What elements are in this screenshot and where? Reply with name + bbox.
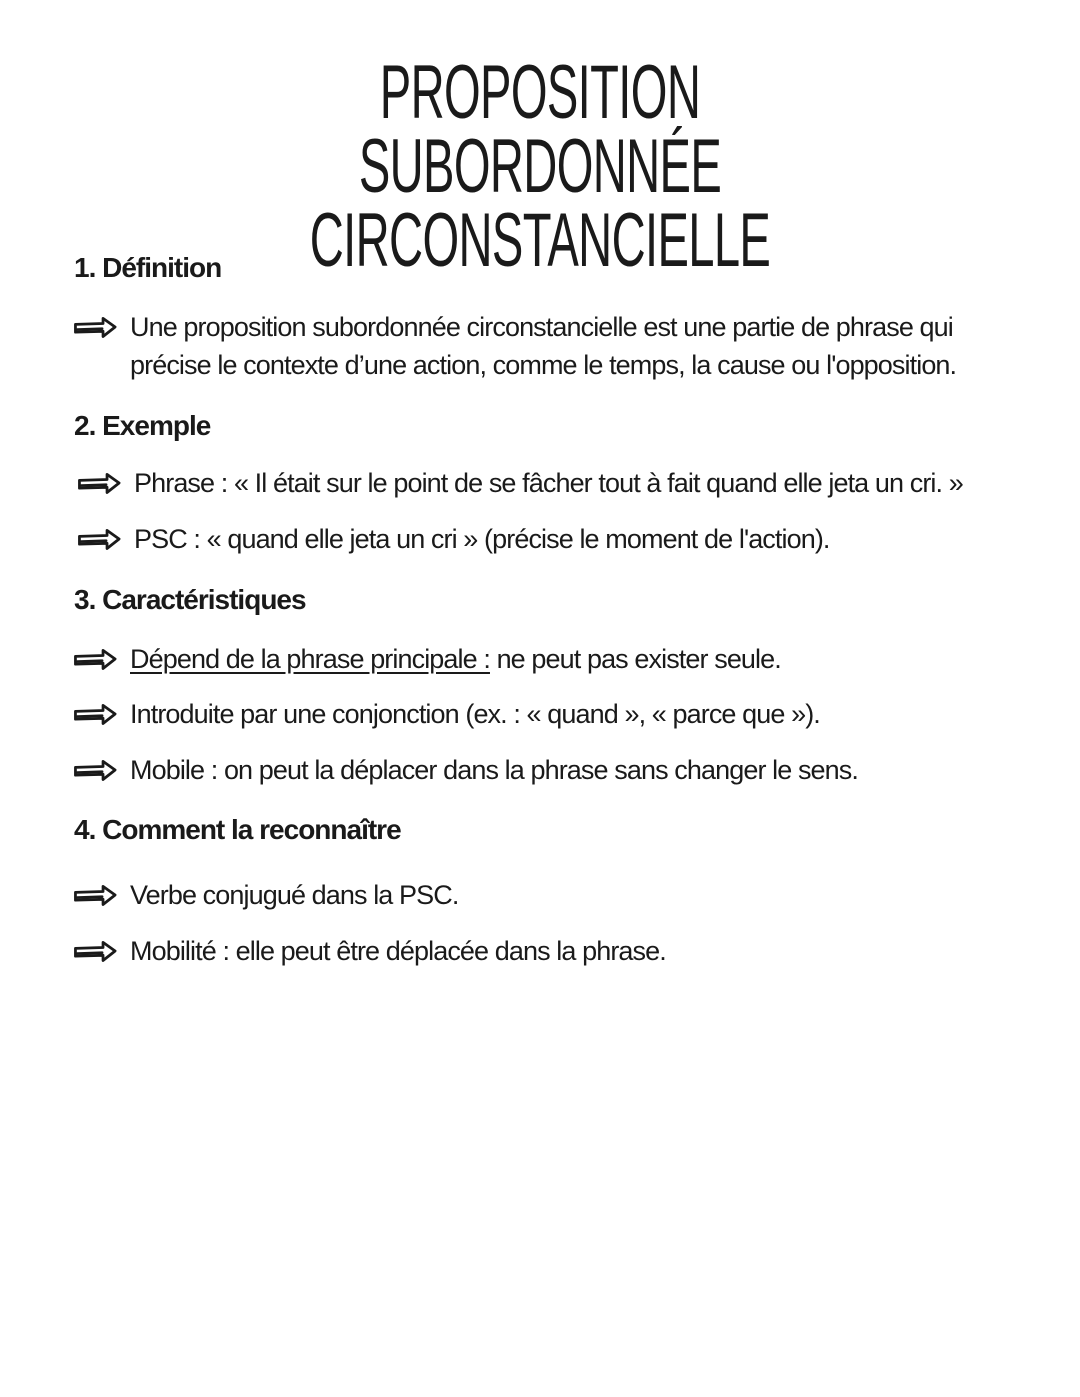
reconnaitre-verbe-text: Verbe conjugué dans la PSC. [130,880,459,910]
definition-item [72,308,1010,384]
arrow-right-icon [72,308,130,346]
arrow-right-icon [72,640,130,678]
caracteristique-depend-rest: ne peut pas exister seule. [489,644,781,674]
title-line-1: PROPOSITION SUBORDONNÉE [358,50,722,209]
arrow-right-icon [72,695,130,733]
caracteristique-item-depend [72,640,781,678]
title-line-2: CIRCONSTANCIELLE [309,198,771,283]
arrow-right-icon [76,520,134,558]
caracteristique-item-introduite [72,695,820,733]
reconnaitre-item-mobilite [72,932,666,970]
caracteristique-introduite-text: Introduite par une conjonction (ex. : « quand », « parce que »). [130,699,820,729]
reconnaitre-item-verbe [72,876,458,914]
definition-text: Une proposition subordonnée circonstancielle est une partie de phrase qui précise le contexte d’une action, comme le temps, la cause ou l'opposition. [130,312,957,380]
heading-exemple: 2. Exemple [74,410,211,441]
caracteristique-depend-text [130,640,781,678]
heading-caracteristiques: 3. Caractéristiques [74,584,306,615]
arrow-right-icon [72,751,130,789]
arrow-right-icon [76,464,134,502]
exemple-item-phrase [76,464,963,502]
arrow-right-icon [72,932,130,970]
arrow-right-icon [72,876,130,914]
reconnaitre-mobilite-text: Mobilité : elle peut être déplacée dans la phrase. [130,936,666,966]
heading-reconnaitre: 4. Comment la reconnaître [74,814,401,845]
caracteristique-mobile-text: Mobile : on peut la déplacer dans la phrase sans changer le sens. [130,755,858,785]
exemple-item-psc [76,520,830,558]
page-title [205,50,875,283]
exemple-psc-text: PSC : « quand elle jeta un cri » (précise le moment de l'action). [134,524,830,554]
caracteristique-item-mobile [72,751,858,789]
caracteristique-depend-underlined: Dépend de la phrase principale : [130,644,490,674]
heading-definition: 1. Définition [74,252,222,283]
exemple-phrase-text: Phrase : « Il était sur le point de se fâcher tout à fait quand elle jeta un cri. » [134,468,963,498]
